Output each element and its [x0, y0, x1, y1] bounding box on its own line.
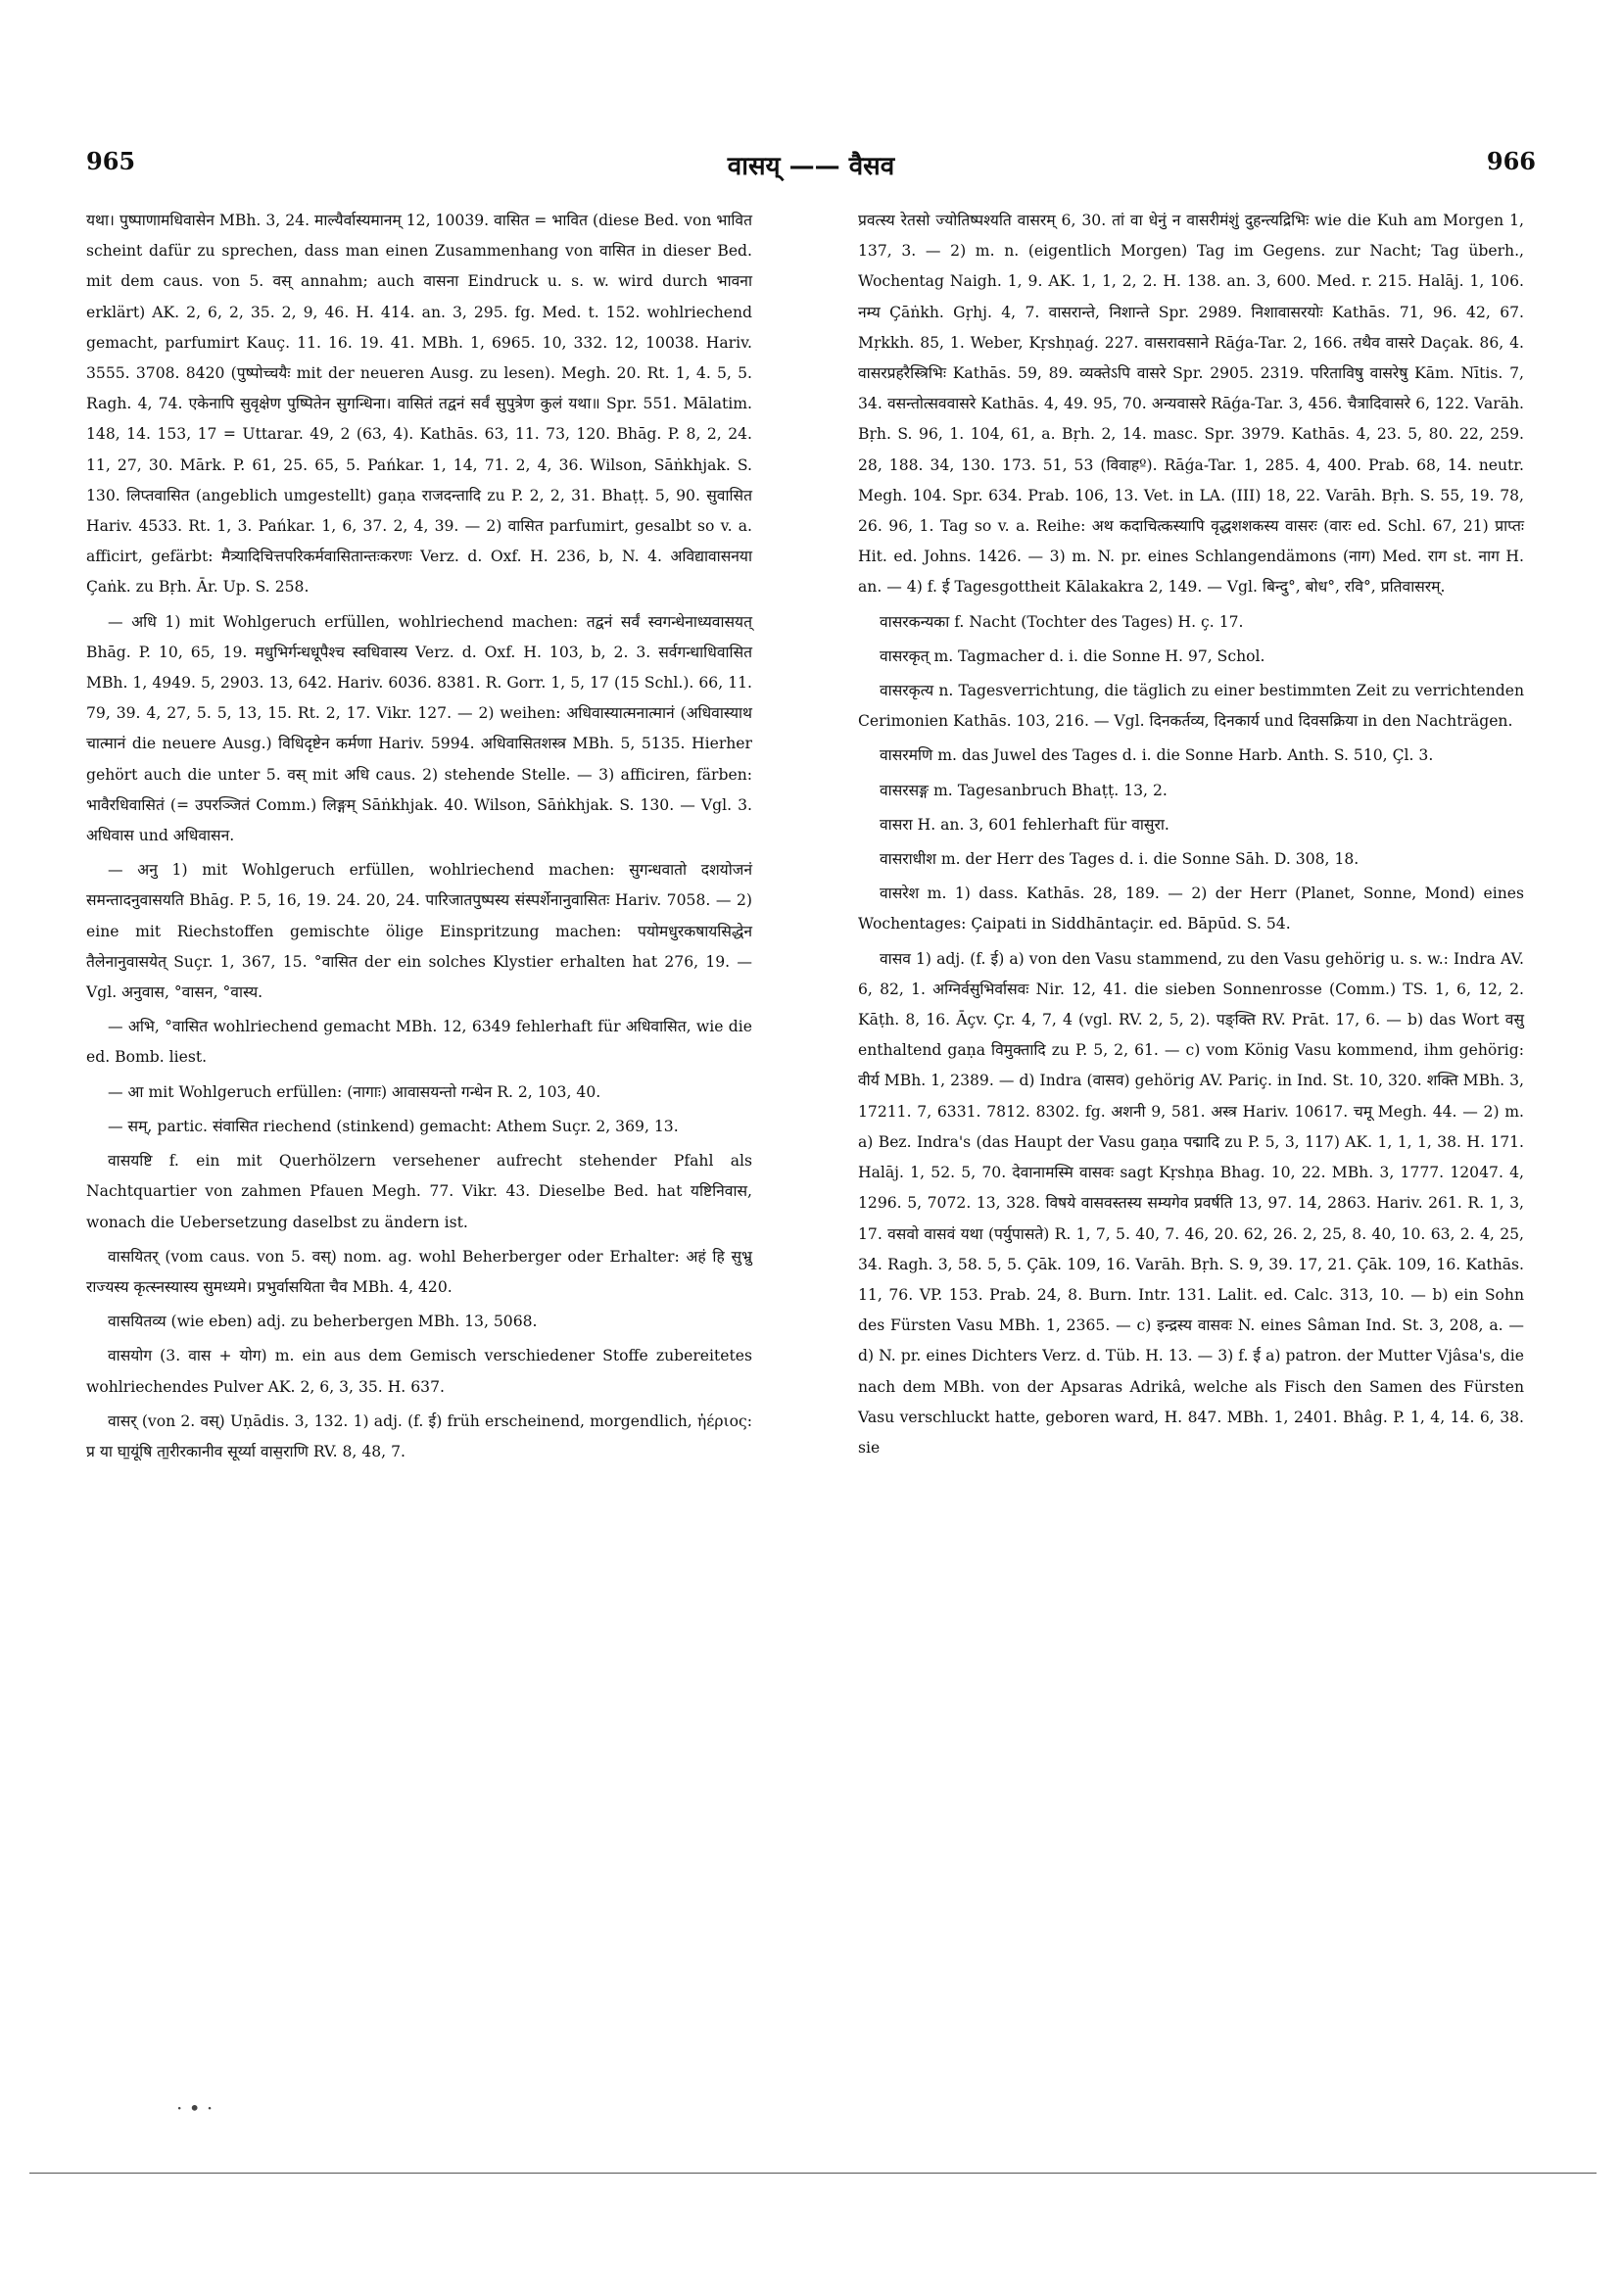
dictionary-entry: — सम्, partic. संवासित riechend (stinkend) gemacht: Athem Suçr. 2, 369, 13. [108, 1117, 679, 1135]
left-column [86, 206, 752, 1471]
left-page-number: 965 [86, 147, 136, 175]
page-header [86, 147, 1536, 186]
right-page-number: 966 [1486, 147, 1536, 175]
right-column [858, 206, 1524, 1467]
dictionary-entry: वासयितर् (vom caus. von 5. वस्) nom. ag. wohl Beherberger oder Erhalter: अहं हि सुभ्रु राज्यस्य कृत्स्नस्यास्य सुमध्यमे। प्रभुर्वासयिता चैव MBh. 4, 420. [86, 1247, 752, 1296]
dictionary-entry: वासराधीश m. der Herr des Tages d. i. die Sonne Sāh. D. 308, 18. [880, 850, 1360, 869]
dictionary-entry: वासरसङ्ग m. Tagesanbruch Bhaṭṭ. 13, 2. [880, 781, 1168, 799]
dictionary-entry: प्रवत्स्य रेतसो ज्योतिष्पश्यति वासरम् 6, 30. तां वा धेनुं न वासरीमंशुं दुहन्त्यद्रिभिः wie die Kuh am Morgen 1, 137, 3. — 2) m. n. (eigentlich Morgen) Tag im Gegens. zur Nacht; Tag überh., Wochentag Naigh. 1, 9. AK. 1, 1, 2, 2. H. 138. an. 3, 600. Med. r. 215. Halāj. 1, 106. नम्य Çāṅkh. Gṛhj. 4, 7. वासरान्ते, निशान्ते Spr. 2989. निशावासरयोः Kathās. 71, 96. 42, 67. Mṛkkh. 85, 1. Weber, Kṛshṇaǵ. 227. वासरावसाने Rāǵa-Tar. 2, 166. तथैव वासरे Daçak. 86, 4. वासरप्रहरैस्त्रिभिः Kathās. 59, 89. व्यक्तेऽपि वासरे Spr. 2905. 2319. परिताविषु वासरेषु Kām. Nītis. 7, 34. वसन्तोत्सववासरे Kathās. 4, 49. 95, 70. अन्यवासरे Rāǵa-Tar. 3, 456. चैत्रादिवासरे 6, 122. Varāh. Bṛh. S. 96, 1. 104, 61, a. Bṛh. 2, 14. masc. Spr. 3979. Kathās. 4, 23. 5, 80. 22, 259. 28, 188. 34, 130. 173. 51, 53 (विवाहº). Rāǵa-Tar. 1, 285. 4, 400. Prab. 68, 14. neutr. Megh. 104. Spr. 634. Prab. 106, 13. Vet. in LA. (III) 18, 22. Varāh. Bṛh. S. 55, 19. 78, 26. 96, 1. Tag so v. a. Reihe: अथ कदाचित्कस्यापि वृद्धशशकस्य वासरः (वारः ed. Schl. 67, 21) प्राप्तः Hit. ed. Johns. 1426. — 3) m. N. pr. eines Schlangendämons (नाग) Med. राग st. नाग H. an. — 4) f. ई Tagesgottheit Kālakakra 2, 149. — Vgl. बिन्दु°, बोध°, रवि°, प्रतिवासरम्. [858, 212, 1524, 597]
bottom-rule [29, 2173, 1597, 2174]
dictionary-entry: वासरमणि m. das Juwel des Tages d. i. die Sonne Harb. Anth. S. 510, Çl. 3. [880, 746, 1434, 765]
running-title: वासय् —— वैसव [727, 152, 895, 181]
dictionary-entry: वासयोग (3. वास + योग) m. ein aus dem Gemisch verschiedener Stoffe zubereitetes wohlriechendes Pulver AK. 2, 6, 3, 35. H. 637. [86, 1347, 752, 1396]
dictionary-entry: वासयष्टि f. ein mit Querhölzern versehener aufrecht stehender Pfahl als Nachtquartier von zahmen Pfauen Megh. 77. Vikr. 43. Dieselbe Bed. hat यष्टिनिवास, wonach die Uebersetzung daselbst zu ändern ist. [86, 1152, 752, 1231]
dictionary-entry: वासरा H. an. 3, 601 fehlerhaft für वासुरा. [880, 815, 1169, 834]
dictionary-entry: वासर् (von 2. वस्) Uṇādis. 3, 132. 1) adj. (f. ई) früh erscheinend, morgendlich, ἠέριος: प्र या घा॒यूंषि ता॒रीरकानीव सूर्य्या वास॒राणि RV. 8, 48, 7. [86, 1411, 752, 1460]
dictionary-entry: वासव 1) adj. (f. ई) a) von den Vasu stammend, zu den Vasu gehörig u. s. w.: Indra AV. 6, 82, 1. अग्निर्वसुभिर्वासवः Nir. 12, 41. die sieben Sonnenrosse (Comm.) TS. 1, 6, 12, 2. Kāṭh. 8, 16. Āçv. Çr. 4, 7, 4 (vgl. RV. 2, 5, 2). पङ्क्ति RV. Prāt. 17, 6. — b) das Wort वसु enthaltend gaṇa विमुक्तादि zu P. 5, 2, 61. — c) vom König Vasu kommend, ihm gehörig: वीर्य MBh. 1, 2389. — d) Indra (वासव) gehörig AV. Pariç. in Ind. St. 10, 320. शक्ति MBh. 3, 17211. 7, 6331. 7812. 8302. fg. अशनी 9, 581. अस्त्र Hariv. 10617. चमू Megh. 44. — 2) m. a) Bez. Indra's (das Haupt der Vasu gaṇa पद्मादि zu P. 5, 3, 117) AK. 1, 1, 1, 38. H. 171. Halāj. 1, 52. 5, 70. देवानामस्मि वासवः sagt Kṛshṇa Bhag. 10, 22. MBh. 3, 1777. 12047. 4, 1296. 5, 7072. 13, 328. विषये वासवस्तस्य सम्यगेव प्रवर्षति 13, 97. 14, 2863. Hariv. 261. R. 1, 3, 17. वसवो वासवं यथा (पर्युपासते) R. 1, 7, 5. 40, 7. 46, 20. 62, 26. 2, 25, 8. 40, 10. 63, 2. 4, 25, 34. Ragh. 3, 58. 5, 5. Çāk. 109, 16. Varāh. Bṛh. S. 9, 39. 17, 21. Çāk. 109, 16. Kathās. 11, 76. VP. 153. Prab. 24, 8. Burn. Intr. 131. Lalit. ed. Calc. 313, 10. — b) ein Sohn des Fürsten Vasu MBh. 1, 2365. — c) इन्द्रस्य वासवः N. eines Sâman Ind. St. 3, 208, a. — d) N. pr. eines Dichters Verz. d. Tüb. H. 13. — 3) f. ई a) patron. der Mutter Vjâsa's, die nach dem MBh. von der Apsaras Adrikâ, welche als Fisch den Samen des Fürsten Vasu verschluckt hatte, geboren ward, H. 847. MBh. 1, 2401. Bhâg. P. 1, 4, 14. 6, 38. sie [858, 949, 1524, 1457]
dictionary-entry: — अधि 1) mit Wohlgeruch erfüllen, wohlriechend machen: तद्वनं सर्वं स्वगन्धेनाध्यवासयत् Bhāg. P. 10, 65, 19. मधुभिर्गन्धधूपैश्च स्वधिवास्य Verz. d. Oxf. H. 103, b, 2. 3. सर्वगन्धाधिवासित MBh. 1, 4949. 5, 2903. 13, 642. Hariv. 6036. 8381. R. Gorr. 1, 5, 17 (15 Schl.). 66, 11. 79, 39. 4, 27, 5. 5, 13, 15. Rt. 2, 17. Vikr. 127. — 2) weihen: अधिवास्यात्मनात्मानं (अधिवास्याथ चात्मानं die neuere Ausg.) विधिदृष्टेन कर्मणा Hariv. 5994. अधिवासितशस्त्र MBh. 5, 5135. Hierher gehört auch die unter 5. वस् mit अधि caus. 2) stehende Stelle. — 3) afficiren, färben: भावैरधिवासितं (= उपरञ्जितं Comm.) लिङ्गम् Sāṅkhjak. 40. Wilson, Sāṅkhjak. S. 130. — Vgl. 3. अधिवास und अधिवासन. [86, 612, 752, 845]
dictionary-entry: वासरकन्यका f. Nacht (Tochter des Tages) H. ç. 17. [880, 612, 1244, 631]
stray-marks: · • · [176, 2096, 214, 2120]
dictionary-entry: — अभि, °वासित wohlriechend gemacht MBh. 12, 6349 fehlerhaft für अधिवासित, wie die ed. Bomb. liest. [86, 1018, 752, 1067]
dictionary-entry: यथा। पुष्पाणामधिवासेन MBh. 3, 24. माल्यैर्वास्यमानम् 12, 10039. वासित = भावित (diese Bed. von भावित scheint dafür zu sprechen, dass man einen Zusammenhang von वासित in dieser Bed. mit dem caus. von 5. वस् annahm; auch वासना Eindruck u. s. w. wird durch भावना erklärt) AK. 2, 6, 2, 35. 2, 9, 46. H. 414. an. 3, 295. fg. Med. t. 152. wohlriechend gemacht, parfumirt Kauç. 11. 16. 19. 41. MBh. 1, 6965. 10, 332. 12, 10038. Hariv. 3555. 3708. 8420 (पुष्पोच्चयैः mit der neueren Ausg. zu lesen). Megh. 20. Rt. 1, 4. 5, 5. Ragh. 4, 74. एकेनापि सुवृक्षेण पुष्पितेन सुगन्धिना। वासितं तद्वनं सर्वं सुपुत्रेण कुलं यथा॥ Spr. 551. Mālatim. 148, 14. 153, 17 = Uttarar. 49, 2 (63, 4). Kathās. 63, 11. 73, 120. Bhāg. P. 8, 2, 24. 11, 27, 30. Mārk. P. 61, 25. 65, 5. Pańkar. 1, 14, 71. 2, 4, 36. Wilson, Sāṅkhjak. S. 130. लिप्तवासित (angeblich umgestellt) gaṇa राजदन्तादि zu P. 2, 2, 31. Bhaṭṭ. 5, 90. सुवासित Hariv. 4533. Rt. 1, 3. Pańkar. 1, 6, 37. 2, 4, 39. — 2) वासित parfumirt, gesalbt so v. a. afficirt, gefärbt: मैत्र्यादिचित्तपरिकर्मवासितान्तःकरणः Verz. d. Oxf. H. 236, b, N. 4. अविद्यावासनया Çaṅk. zu Bṛh. Ār. Up. S. 258. [86, 212, 752, 597]
dictionary-entry: — अनु 1) mit Wohlgeruch erfüllen, wohlriechend machen: सुगन्धवातो दशयोजनं समन्तादनुवासयति Bhāg. P. 5, 16, 19. 24. 20, 24. पारिजातपुष्पस्य संस्पर्शेनानुवासितः Hariv. 7058. — 2) eine mit Riechstoffen gemischte ölige Einspritzung machen: पयोमधुरकषायसिद्धेन तैलेनानुवासयेत् Suçr. 1, 367, 15. °वासित der ein solches Klystier erhalten hat 276, 19. — Vgl. अनुवास, °वासन, °वास्य. [86, 861, 752, 1002]
dictionary-entry: — आ mit Wohlgeruch erfüllen: (नागाः) आवासयन्तो गन्धेन R. 2, 103, 40. [108, 1082, 601, 1101]
dictionary-entry: वासरकृत् m. Tagmacher d. i. die Sonne H. 97, Schol. [880, 646, 1265, 665]
dictionary-entry: वासरेश m. 1) dass. Kathās. 28, 189. — 2) der Herr (Planet, Sonne, Mond) eines Wochentages: Çaipati in Siddhāntaçir. ed. Bāpūd. S. 54. [858, 885, 1524, 933]
dictionary-entry: वासयितव्य (wie eben) adj. zu beherbergen MBh. 13, 5068. [108, 1313, 538, 1331]
dictionary-entry: वासरकृत्य n. Tagesverrichtung, die täglich zu einer bestimmten Zeit zu verrichtenden Cerimonien Kathās. 103, 216. — Vgl. दिनकर्तव्य, दिनकार्य und दिवसक्रिया in den Nachträgen. [858, 682, 1524, 731]
